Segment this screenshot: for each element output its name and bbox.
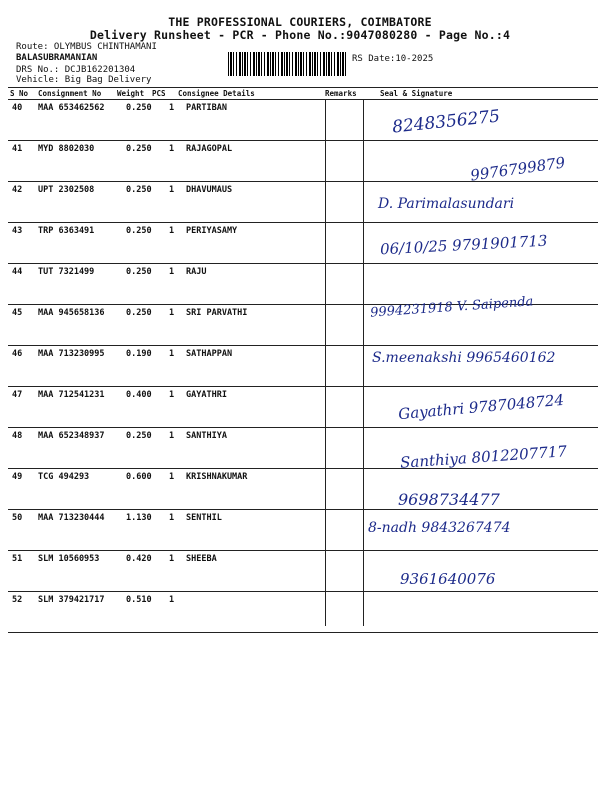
row-weight: 0.250: [126, 308, 152, 318]
header-bottom-rule: [8, 99, 598, 100]
row-sno: 43: [12, 226, 23, 236]
row-consignee: DHAVUMAUS: [186, 185, 233, 195]
handwriting-row-51: 9361640076: [400, 570, 496, 588]
row-consignee: RAJU: [186, 267, 207, 277]
row-weight: 0.250: [126, 185, 152, 195]
company-title: THE PROFESSIONAL COURIERS, COIMBATORE: [168, 15, 432, 29]
row-pcs: 1: [169, 308, 175, 318]
drs-number: DRS No.: DCJB162201304: [16, 65, 136, 75]
handwriting-row-40: 8248356275: [391, 106, 501, 138]
row-weight: 0.250: [126, 103, 152, 113]
row-pcs: 1: [169, 349, 175, 359]
row-weight: 1.130: [126, 513, 152, 523]
row-consignment-no: MYD 8802030: [38, 144, 95, 154]
row-sno: 42: [12, 185, 23, 195]
col-header-weight: Weight: [117, 89, 145, 98]
route-label: Route: OLYMBUS CHINTHAMANI: [16, 42, 157, 52]
row-divider: [8, 222, 598, 223]
runsheet-subtitle: Delivery Runsheet - PCR - Phone No.:9047080280 - Page No.:4: [89, 28, 511, 42]
handwriting-row-43: 06/10/25 9791901713: [379, 231, 548, 259]
row-consignee: PARTIBAN: [186, 103, 227, 113]
row-sno: 41: [12, 144, 23, 154]
row-consignee: KRISHNAKUMAR: [186, 472, 248, 482]
row-consignee: SRI PARVATHI: [186, 308, 248, 318]
row-sno: 50: [12, 513, 23, 523]
row-pcs: 1: [169, 226, 175, 236]
row-consignee: GAYATHRI: [186, 390, 227, 400]
row-consignee: SENTHIL: [186, 513, 222, 523]
row-weight: 0.600: [126, 472, 152, 482]
row-consignment-no: SLM 10560953: [38, 554, 100, 564]
col-header-signature: Seal & Signature: [380, 89, 453, 98]
row-pcs: 1: [169, 513, 175, 523]
barcode-image: [228, 52, 348, 76]
row-consignment-no: MAA 713230444: [38, 513, 105, 523]
col-header-remarks: Remarks: [325, 89, 357, 98]
row-weight: 0.400: [126, 390, 152, 400]
handwriting-row-50: 8-nadh 9843267474: [368, 520, 511, 536]
row-pcs: 1: [169, 185, 175, 195]
row-divider: [8, 427, 598, 428]
row-consignee: SHEEBA: [186, 554, 217, 564]
vehicle-label: Vehicle: Big Bag Delivery: [16, 75, 152, 85]
row-sno: 48: [12, 431, 23, 441]
row-divider: [8, 181, 598, 182]
row-consignment-no: TCG 494293: [38, 472, 90, 482]
row-pcs: 1: [169, 595, 175, 605]
row-sno: 51: [12, 554, 23, 564]
row-sno: 52: [12, 595, 23, 605]
row-weight: 0.250: [126, 431, 152, 441]
row-sno: 46: [12, 349, 23, 359]
row-weight: 0.420: [126, 554, 152, 564]
row-consignee: RAJAGOPAL: [186, 144, 233, 154]
row-pcs: 1: [169, 472, 175, 482]
row-divider: [8, 591, 598, 592]
header-top-rule: [8, 87, 598, 88]
row-consignment-no: MAA 712541231: [38, 390, 105, 400]
remarks-right-rule: [363, 99, 364, 626]
row-divider: [8, 509, 598, 510]
row-sno: 45: [12, 308, 23, 318]
row-consignment-no: TUT 7321499: [38, 267, 95, 277]
handwriting-row-45: 9994231918 V. Saipenda: [369, 294, 534, 321]
row-consignment-no: MAA 652348937: [38, 431, 105, 441]
row-divider: [8, 140, 598, 141]
col-header-sno: S No: [10, 89, 29, 98]
remarks-left-rule: [325, 99, 326, 626]
staff-name: BALASUBRAMANIAN: [16, 53, 98, 63]
row-consignment-no: MAA 713230995: [38, 349, 105, 359]
row-weight: 0.250: [126, 226, 152, 236]
row-divider: [8, 386, 598, 387]
row-divider: [8, 345, 598, 346]
row-pcs: 1: [169, 554, 175, 564]
row-pcs: 1: [169, 431, 175, 441]
row-consignment-no: MAA 653462562: [38, 103, 105, 113]
row-weight: 0.510: [126, 595, 152, 605]
row-pcs: 1: [169, 267, 175, 277]
row-consignment-no: MAA 945658136: [38, 308, 105, 318]
handwriting-row-41: 9976799879: [469, 153, 567, 185]
handwriting-row-48: Santhiya 8012207717: [399, 442, 568, 472]
handwriting-row-47: Gayathri 9787048724: [397, 390, 565, 424]
row-pcs: 1: [169, 144, 175, 154]
handwriting-row-42: D. Parimalasundari: [378, 196, 515, 212]
row-divider: [8, 632, 598, 633]
row-divider: [8, 263, 598, 264]
row-consignment-no: UPT 2302508: [38, 185, 95, 195]
row-pcs: 1: [169, 103, 175, 113]
row-pcs: 1: [169, 390, 175, 400]
col-header-pcs: PCS: [152, 89, 166, 98]
row-sno: 40: [12, 103, 23, 113]
handwriting-row-49: 9698734477: [398, 490, 500, 509]
row-sno: 47: [12, 390, 23, 400]
row-consignment-no: TRP 6363491: [38, 226, 95, 236]
row-sno: 44: [12, 267, 23, 277]
row-consignee: SATHAPPAN: [186, 349, 233, 359]
row-weight: 0.250: [126, 144, 152, 154]
rs-date: RS Date:10-2025: [352, 54, 434, 64]
row-weight: 0.190: [126, 349, 152, 359]
col-header-consignment: Consignment No: [38, 89, 102, 98]
handwriting-row-46: S.meenakshi 9965460162: [372, 350, 556, 366]
row-divider: [8, 468, 598, 469]
row-weight: 0.250: [126, 267, 152, 277]
row-divider: [8, 550, 598, 551]
row-consignment-no: SLM 379421717: [38, 595, 105, 605]
row-consignee: PERIYASAMY: [186, 226, 238, 236]
row-sno: 49: [12, 472, 23, 482]
row-consignee: SANTHIYA: [186, 431, 227, 441]
col-header-consignee: Consignee Details: [178, 89, 255, 98]
